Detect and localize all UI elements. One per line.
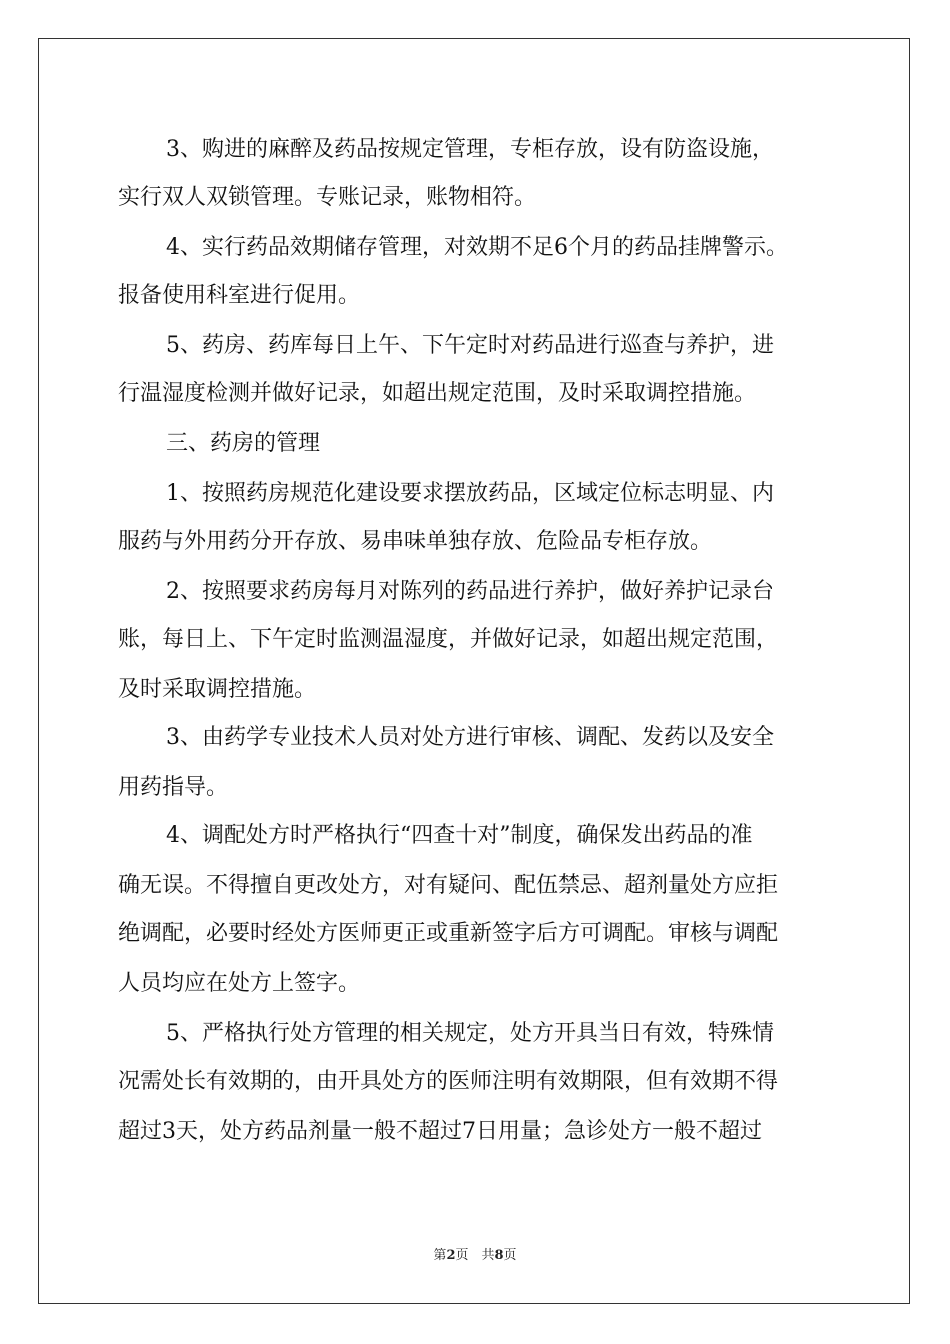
- paragraph-line: 确无误。不得擅自更改处方，对有疑问、配伍禁忌、超剂量处方应拒: [118, 873, 779, 898]
- paragraph-line: 服药与外用药分开存放、易串味单独存放、危险品专柜存放。: [118, 529, 713, 554]
- paragraph-line: 3、由药学专业技术人员对处方进行审核、调配、发药以及安全: [166, 725, 774, 750]
- paragraph-line: 况需处长有效期的，由开具处方的医师注明有效期限，但有效期不得: [118, 1069, 779, 1094]
- total-pages-number: 8: [494, 1248, 504, 1263]
- paragraph-line: 报备使用科室进行促用。: [118, 283, 361, 308]
- paragraph-line: 及时采取调控措施。: [118, 677, 317, 702]
- paragraph-line: 行温湿度检测并做好记录，如超出规定范围，及时采取调控措施。: [118, 381, 757, 406]
- paragraph-line: 2、按照要求药房每月对陈列的药品进行养护，做好养护记录台: [166, 579, 774, 604]
- paragraph-line: 人员均应在处方上签字。: [118, 971, 361, 996]
- paragraph-line: 实行双人双锁管理。专账记录，账物相符。: [118, 185, 537, 210]
- section-heading: 三、药房的管理: [166, 431, 321, 456]
- paragraph-line: 绝调配，必要时经处方医师更正或重新签字后方可调配。审核与调配: [118, 921, 779, 946]
- paragraph-line: 4、调配处方时严格执行“四查十对”制度，确保发出药品的准: [166, 823, 753, 848]
- footer-mid: 页 共: [455, 1248, 495, 1263]
- paragraph-line: 账，每日上、下午定时监测温湿度，并做好记录，如超出规定范围，: [118, 627, 779, 652]
- current-page-number: 2: [446, 1248, 456, 1263]
- paragraph-line: 1、按照药房规范化建设要求摆放药品，区域定位标志明显、内: [166, 481, 774, 506]
- paragraph-line: 超过3天，处方药品剂量一般不超过7日用量；急诊处方一般不超过: [118, 1119, 762, 1144]
- paragraph-line: 5、严格执行处方管理的相关规定，处方开具当日有效，特殊情: [166, 1021, 774, 1046]
- paragraph-line: 用药指导。: [118, 775, 229, 800]
- paragraph-line: 3、购进的麻醉及药品按规定管理，专柜存放，设有防盗设施，: [166, 137, 774, 162]
- page-footer: [0, 1244, 950, 1263]
- footer-suffix: 页: [503, 1248, 517, 1263]
- footer-prefix: 第: [433, 1248, 447, 1263]
- paragraph-line: 4、实行药品效期储存管理，对效期不足6个月的药品挂牌警示。: [166, 235, 788, 260]
- paragraph-line: 5、药房、药库每日上午、下午定时对药品进行巡查与养护，进: [166, 333, 774, 358]
